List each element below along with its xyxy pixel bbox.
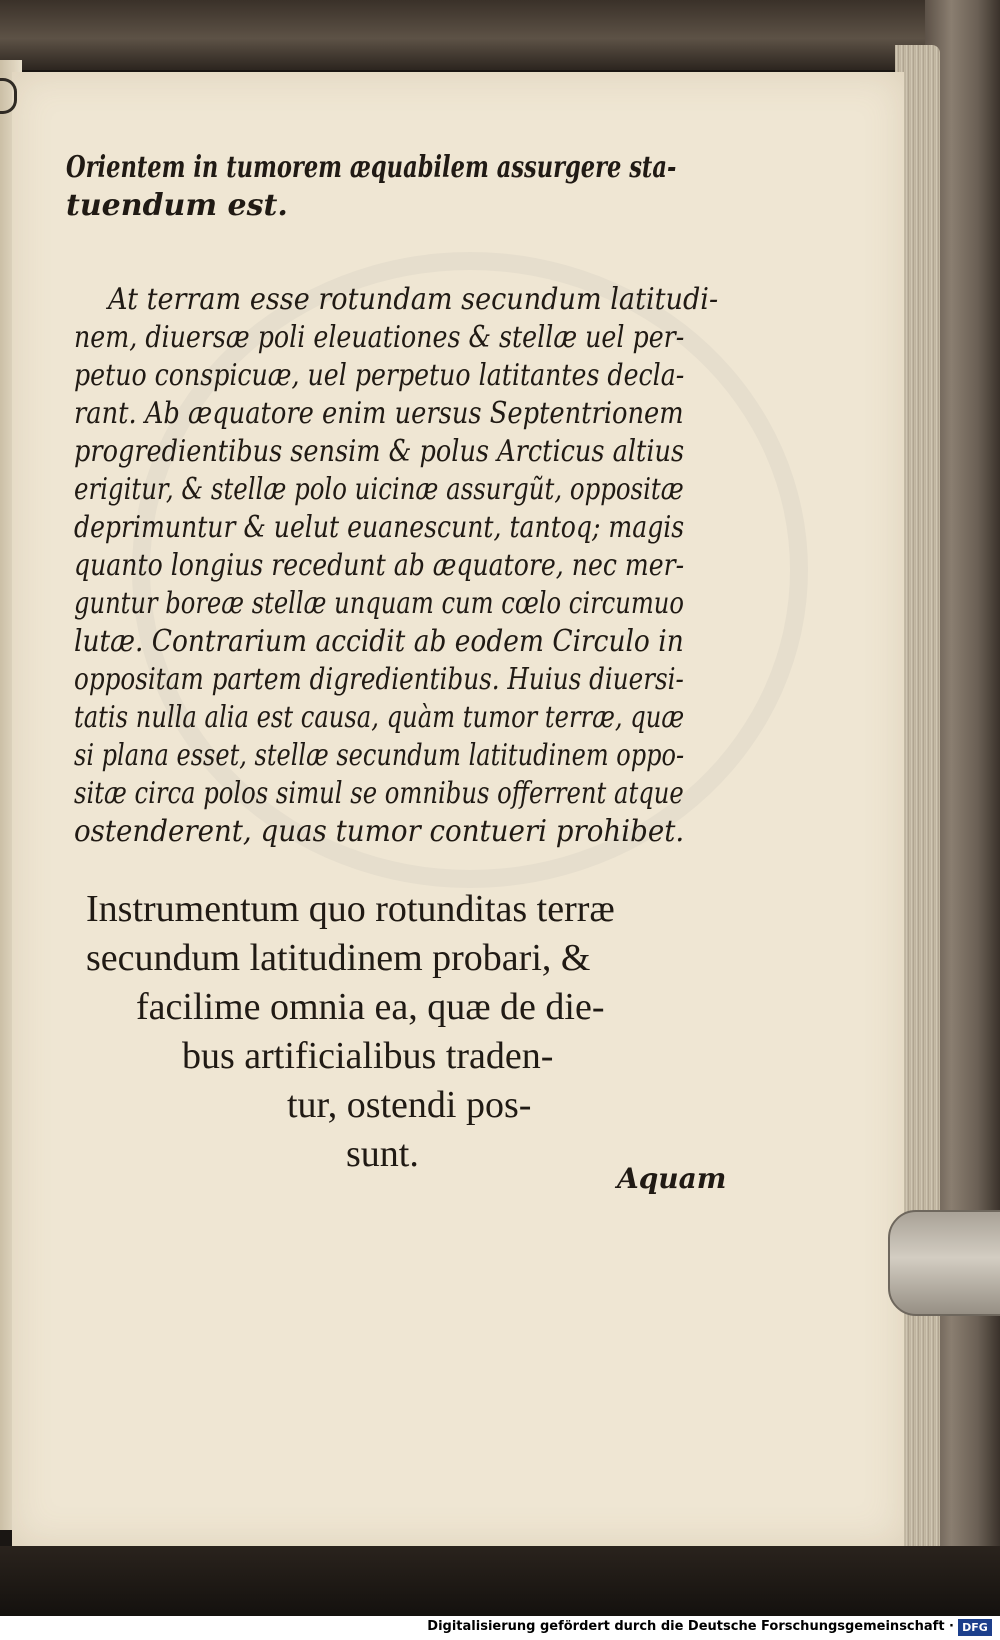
text-line: At terram esse rotundam secundum latitudi- (108, 282, 719, 317)
heading-line: sunt. (346, 1133, 419, 1175)
dfg-logo[interactable]: DFG (958, 1619, 992, 1636)
text-line: petuo conspicuæ, uel perpetuo latitantes decla- (74, 358, 685, 393)
text-line: ostenderent, quas tumor contueri prohibet. (74, 814, 685, 849)
text-line: progredientibus sensim & polus Arcticus altius (74, 434, 685, 469)
catchword: Aquam (617, 1162, 727, 1195)
page-tab-marker (888, 1210, 1000, 1316)
bottom-shadow (0, 1546, 1000, 1616)
heading-line: secundum latitudinem probari, & (86, 937, 591, 979)
heading-line: facilime omnia ea, quæ de die- (136, 986, 605, 1028)
text-line: erigitur, & stellæ polo uicinæ assurgũt, oppositæ (74, 472, 684, 507)
text-line: rant. Ab æquatore enim uersus Septentrionem (74, 396, 684, 431)
heading-line: bus artificialibus traden- (182, 1035, 554, 1077)
heading-line: Instrumentum quo rotunditas terræ (86, 888, 615, 930)
binding-top (0, 0, 1000, 70)
text-line: deprimuntur & uelut euanescunt, tantoq; magis (74, 510, 685, 545)
footer-credit: Digitalisierung gefördert durch die Deutsche Forschungsgemeinschaft · (427, 1619, 954, 1634)
text-line: nem, diuersæ poli eleuationes & stellæ uel per- (74, 320, 685, 355)
footer-bar (0, 1616, 1000, 1640)
heading-line: tur, ostendi pos- (287, 1084, 532, 1126)
text-line: tuendum est. (66, 188, 288, 223)
text-line: guntur boreæ stellæ unquam cum cœlo circumuo (74, 586, 684, 621)
text-line: oppositam partem digredientibus. Huius diuersi- (74, 662, 684, 697)
text-line: si plana esset, stellæ secundum latitudinem oppo- (74, 738, 685, 773)
text-line: lutæ. Contrarium accidit ab eodem Circulo in (74, 624, 684, 659)
text-line: quanto longius recedunt ab æquatore, nec mer- (74, 548, 685, 583)
text-line: Orientem in tumorem æquabilem assurgere sta- (66, 150, 677, 185)
text-line: sitæ circa polos simul se omnibus offerrent atque (74, 776, 684, 811)
text-line: tatis nulla alia est causa, quàm tumor terræ, quæ (74, 700, 685, 735)
